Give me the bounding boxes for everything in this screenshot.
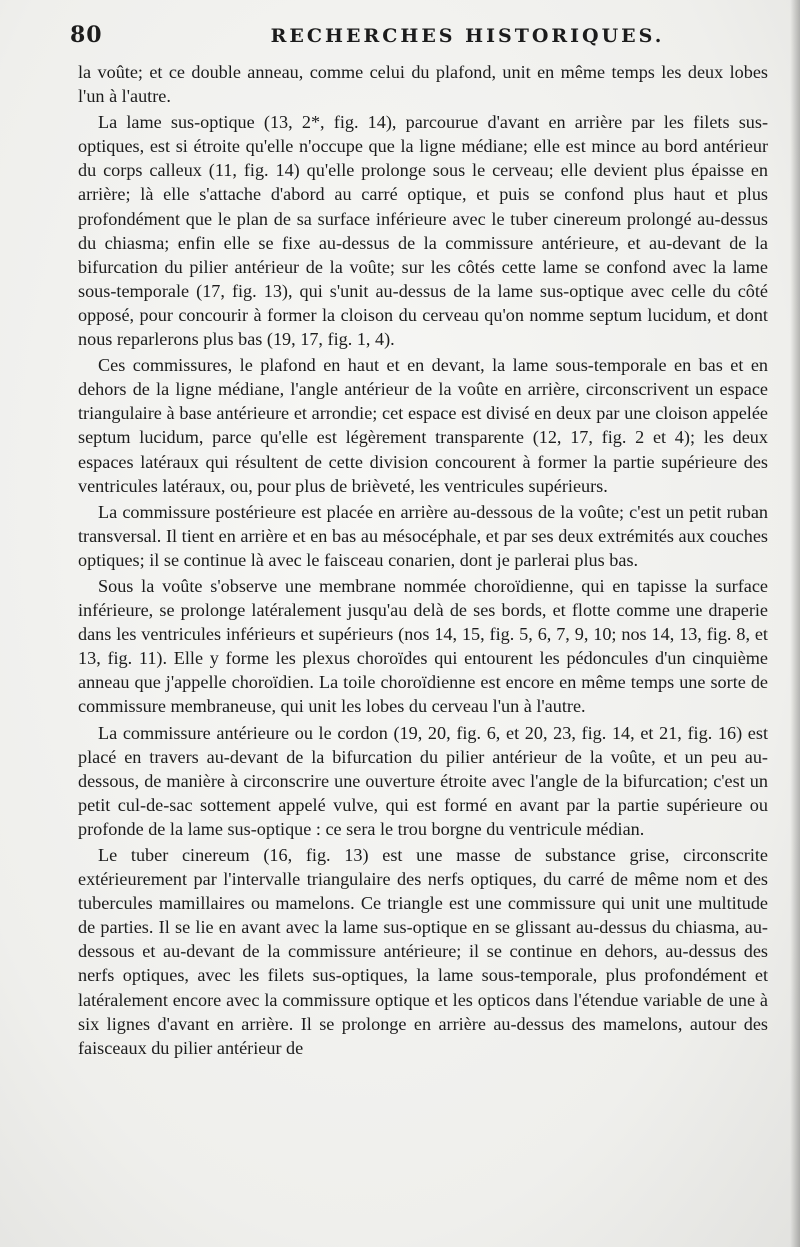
paragraph-commissure-anterieure: La commissure antérieure ou le cordon (19, 20, fig. 6, et 20, 23, fig. 14, et 21, fig. 16) est placé en travers au-devant de la bifurcation du pilier antérieur de la voûte, et un peu au-dessous, de manière à circonscrire une ouverture étroite avec l'angle de la bifurcation; c'est un petit cul-de-sac sottement appelé vulve, qui est formé en avant par la partie supérieure ou profonde de la lame sus-optique : ce sera le trou borgne du ventricule médian. <box>78 722 768 839</box>
page-edge-shadow <box>790 0 800 1247</box>
paragraph-lame-sus-optique: La lame sus-optique (13, 2*, fig. 14), parcourue d'avant en arrière par les filets sus-optiques, est si étroite qu'elle n'occupe que la ligne médiane; elle est mince au bord antérieur du corps calleux (11, fig. 14) qu'elle prolonge sous le cerveau; elle devient plus épaisse en arrière; là elle s'attache d'abord au carré optique, et puis se confond plus haut et plus profondément que le plan de sa surface inférieure avec le tuber cinereum prolongé au-dessus du chiasma; enfin elle se fixe au-dessus de la commissure antérieure, et au-devant de la bifurcation du pilier antérieur de la voûte; sur les côtés cette lame se confond avec la lame sous-temporale (17, fig. 13), qui s'unit au-dessus de la lame sus-optique avec celle du côté opposé, pour concourir à former la cloison du cerveau qu'on nomme septum lucidum, et dont nous reparlerons plus bas (19, 17, fig. 1, 4). <box>78 112 768 350</box>
page-header <box>70 22 770 52</box>
paragraph-commissures: Ces commissures, le plafond en haut et en devant, la lame sous-temporale en bas et en dehors de la ligne médiane, l'angle antérieur de la voûte en arrière, circonscrivent un espace triangulaire à base antérieure et arrondie; cet espace est divisé en deux par une cloison appelée septum lucidum, parce qu'elle est légèrement transparente (12, 17, fig. 2 et 4); les deux espaces latéraux qui résultent de cette division concourent à former la partie supérieure des ventricules latéraux, ou, pour plus de brièveté, les ventricules supérieurs. <box>78 355 768 496</box>
paragraph-tuber-cinereum: Le tuber cinereum (16, fig. 13) est une masse de substance grise, circonscrite extérieurement par l'intervalle triangulaire des nerfs optiques, du carré de même nom et des tubercules mamillaires ou mamelons. Ce triangle est une commissure qui unit une multitude de parties. Il se lie en avant avec la lame sus-optique en se glissant au-dessus du chiasma, au-dessous et au-devant de la commissure antérieure; il se continue en dehors, au-dessus des nerfs optiques, avec les filets sus-optiques, la lame sous-temporale, plus profondément et latéralement encore avec la commissure optique et les opticos dans l'étendue variable de une à six lignes d'avant en arrière. Il se prolonge en arrière au-dessus des mamelons, autour des faisceaux du pilier antérieur de <box>78 845 768 1058</box>
body-text <box>78 60 768 1060</box>
running-title: RECHERCHES HISTORIQUES. <box>270 25 665 47</box>
page-number: 80 <box>70 22 103 48</box>
paragraph-membrane-choroidienne: Sous la voûte s'observe une membrane nommée choroïdienne, qui en tapisse la surface inférieure, se prolonge latéralement jusqu'au delà de ses bords, et flotte comme une draperie dans les ventricules inférieurs et supérieurs (nos 14, 15, fig. 5, 6, 7, 9, 10; nos 14, 13, fig. 8, et 13, fig. 11). Elle y forme les plexus choroïdes qui entourent les pédoncules d'un cinquième anneau que j'appelle choroïdien. La toile choroïdienne est encore en même temps une sorte de commissure membraneuse, qui unit les lobes du cerveau l'un à l'autre. <box>78 575 768 717</box>
paragraph-commissure-posterieure: La commissure postérieure est placée en arrière au-dessous de la voûte; c'est un petit ruban transversal. Il tient en arrière et en bas au mésocéphale, et par ses deux extrémités aux couches optiques; il se continue là avec le faisceau conarien, dont je parlerai plus bas. <box>78 501 768 570</box>
paragraph-continuation: la voûte; et ce double anneau, comme celui du plafond, unit en même temps les deux lobes l'un à l'autre. <box>78 62 768 107</box>
